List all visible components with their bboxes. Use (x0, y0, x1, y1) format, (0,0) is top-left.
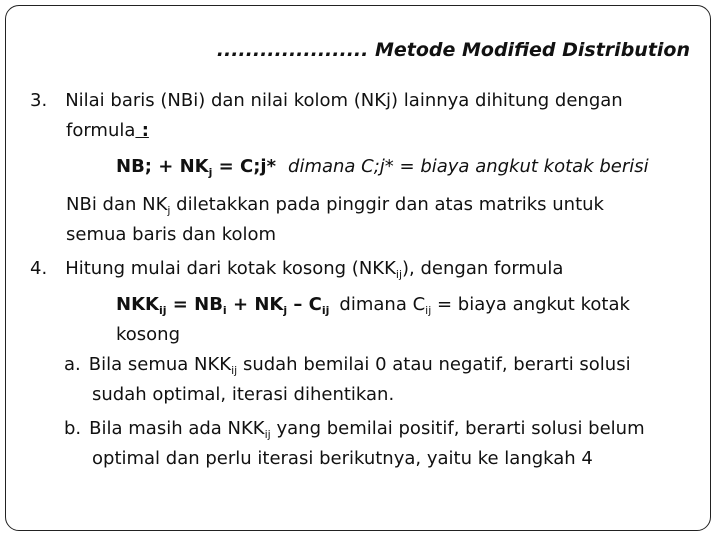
formula-text: + NK (226, 294, 284, 315)
sub-item-b-line-1 (64, 418, 645, 441)
formula-description: = biaya angkut kotak (431, 294, 630, 315)
formula-text: NKK (116, 294, 159, 315)
subscript: ij (395, 268, 403, 281)
subscript: ij (425, 304, 432, 317)
item-4-formula (116, 294, 630, 317)
subscript: ij (231, 364, 238, 377)
sub-item-a-line-1 (64, 354, 631, 377)
item-text: formula (66, 120, 136, 141)
item-text: diletakkan pada pinggir dan atas matriks untuk (170, 194, 604, 215)
sub-item-b-line-2 (92, 450, 593, 468)
colon: : (135, 120, 149, 141)
item-number: 3. (30, 90, 48, 111)
sub-item-letter: a. (64, 354, 81, 375)
formula-text: – C (287, 294, 322, 315)
sub-item-text: sudah optimal, iterasi dihentikan. (92, 384, 395, 405)
item-text: NBi dan NK (66, 194, 168, 215)
item-text: ), dengan formula (402, 258, 564, 279)
sub-item-text: sudah bemilai 0 atau negatif, berarti solusi (237, 354, 631, 375)
formula-subscript: ij (321, 304, 330, 317)
formula-subscript: i (222, 304, 227, 317)
sub-item-text: Bila masih ada NKK (89, 418, 265, 439)
formula-subscript: j (208, 166, 213, 179)
sub-item-letter: b. (64, 418, 82, 439)
item-text: semua baris dan kolom (66, 224, 277, 245)
item-3-cont-2 (66, 226, 276, 244)
sub-item-a-line-2 (92, 386, 394, 404)
formula-subscript: j (283, 304, 288, 317)
formula-subscript: ij (158, 304, 167, 317)
subscript: j (167, 204, 171, 217)
item-text: Hitung mulai dari kotak kosong (NKK (65, 258, 396, 279)
item-3-formula (116, 156, 649, 179)
sub-item-text: optimal dan perlu iterasi berikutnya, yaitu ke langkah 4 (92, 448, 593, 469)
formula-text: = C;j* (212, 156, 277, 177)
subscript: ij (264, 428, 271, 441)
item-3-cont-1 (66, 194, 604, 217)
formula-text: NB; + NK (116, 156, 209, 177)
item-4-line-1 (30, 258, 564, 281)
item-3-line-2 (66, 122, 149, 140)
formula-description: kosong (116, 324, 181, 345)
item-text: Nilai baris (NBi) dan nilai kolom (NKj) lainnya dihitung dengan (65, 90, 623, 111)
sub-item-text: Bila semua NKK (88, 354, 232, 375)
formula-description: dimana C (339, 294, 426, 315)
slide-title: ..................... Metode Modified Distribution (216, 39, 690, 61)
formula-text: = NB (166, 294, 223, 315)
item-number: 4. (30, 258, 48, 279)
sub-item-text: yang bemilai positif, berarti solusi belum (270, 418, 645, 439)
item-3-line-1 (30, 92, 623, 110)
formula-description: dimana C;j* = biaya angkut kotak berisi (288, 156, 649, 177)
item-4-formula-cont (116, 326, 180, 344)
